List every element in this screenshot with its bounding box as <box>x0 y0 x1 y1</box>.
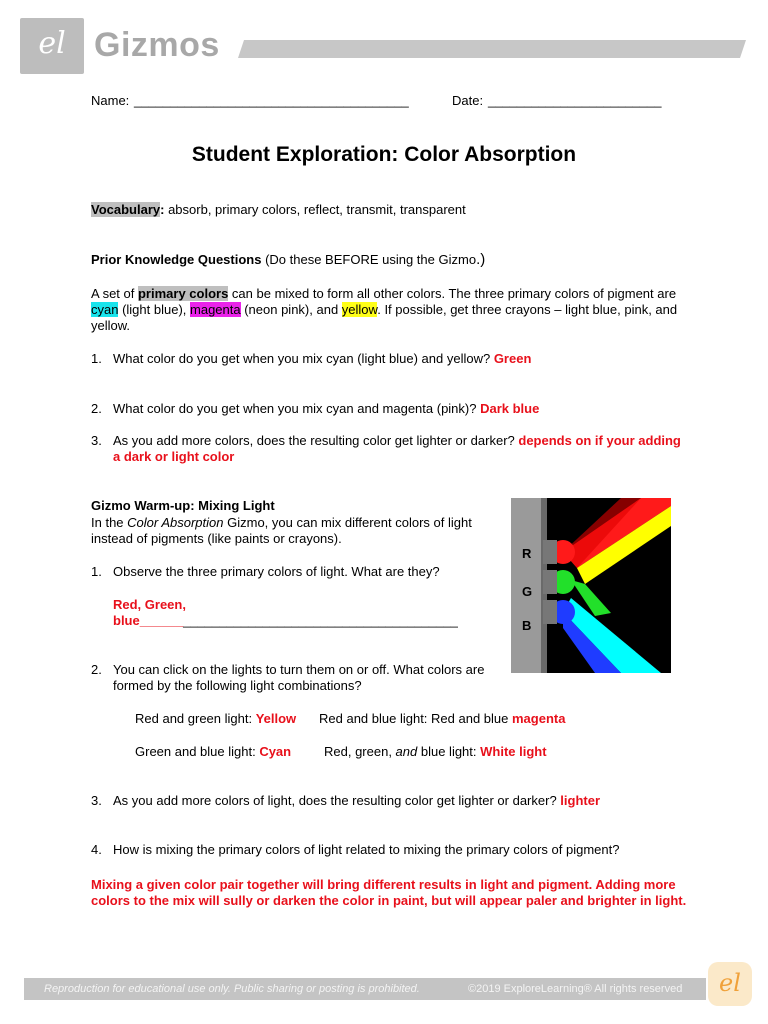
name-field[interactable]: ______________________________________ <box>134 93 409 108</box>
term-primary-colors: primary colors <box>137 286 229 301</box>
light-mixing-illustration <box>511 498 671 673</box>
footer-notice: Reproduction for educational use only. Public sharing or posting is prohibited. <box>44 983 420 995</box>
answer: magenta <box>511 711 566 726</box>
date-label: Date: <box>452 93 484 108</box>
vocabulary: Vocabulary: absorb, primary colors, reflect, transmit, transparent <box>91 202 466 217</box>
label-b: B <box>522 618 532 633</box>
header-bar <box>238 40 746 58</box>
prior-knowledge-paragraph: A set of primary colors can be mixed to form all other colors. The three primary colors of pigment are cyan (light blue), magenta (neon pink), and yellow. If possible, get three crayons – light blue, pink, and yellow. <box>91 286 678 333</box>
gizmos-brand: Gizmos <box>94 26 220 64</box>
term-yellow: yellow <box>341 302 378 317</box>
answer: Green <box>493 351 532 366</box>
answer-blank: ______________________________________ <box>183 613 458 628</box>
answer: lighter <box>560 793 601 808</box>
label-r: R <box>522 546 532 561</box>
answer: Cyan <box>259 744 292 759</box>
date-field[interactable]: ________________________ <box>488 93 662 108</box>
answer: White light <box>480 744 547 759</box>
footer-copyright: ©2019 ExploreLearning® All rights reserved <box>468 983 683 995</box>
page-title: Student Exploration: Color Absorption <box>191 143 577 166</box>
answer: Dark blue <box>480 401 540 416</box>
final-answer: Mixing a given color pair together will bring different results in light and pigment. Adding more colors to the mix will sully or darken the color in paint, but will appear paler and brighter in light. <box>91 877 687 908</box>
label-g: G <box>522 584 533 599</box>
prior-knowledge-heading: Prior Knowledge Questions (Do these BEFORE using the Gizmo.) <box>91 251 486 268</box>
footer-logo: el <box>708 962 752 1006</box>
vocabulary-terms: absorb, primary colors, reflect, transmit, transparent <box>164 202 466 217</box>
vocabulary-label: Vocabulary <box>91 202 161 217</box>
answer: Yellow <box>255 711 297 726</box>
warmup-intro: In the Color Absorption Gizmo, you can mix different colors of light instead of pigments (like paints or crayons). <box>91 515 472 546</box>
warmup-heading: Gizmo Warm-up: Mixing Light <box>91 498 275 513</box>
answer: Red, Green, <box>113 597 186 612</box>
name-label: Name: <box>91 93 130 108</box>
answer: blue______ <box>113 613 184 628</box>
answer: depends on if your adding a dark or light color <box>113 433 681 464</box>
term-cyan: cyan <box>91 302 119 317</box>
explorelearning-logo: el <box>20 18 84 74</box>
term-magenta: magenta <box>190 302 241 317</box>
